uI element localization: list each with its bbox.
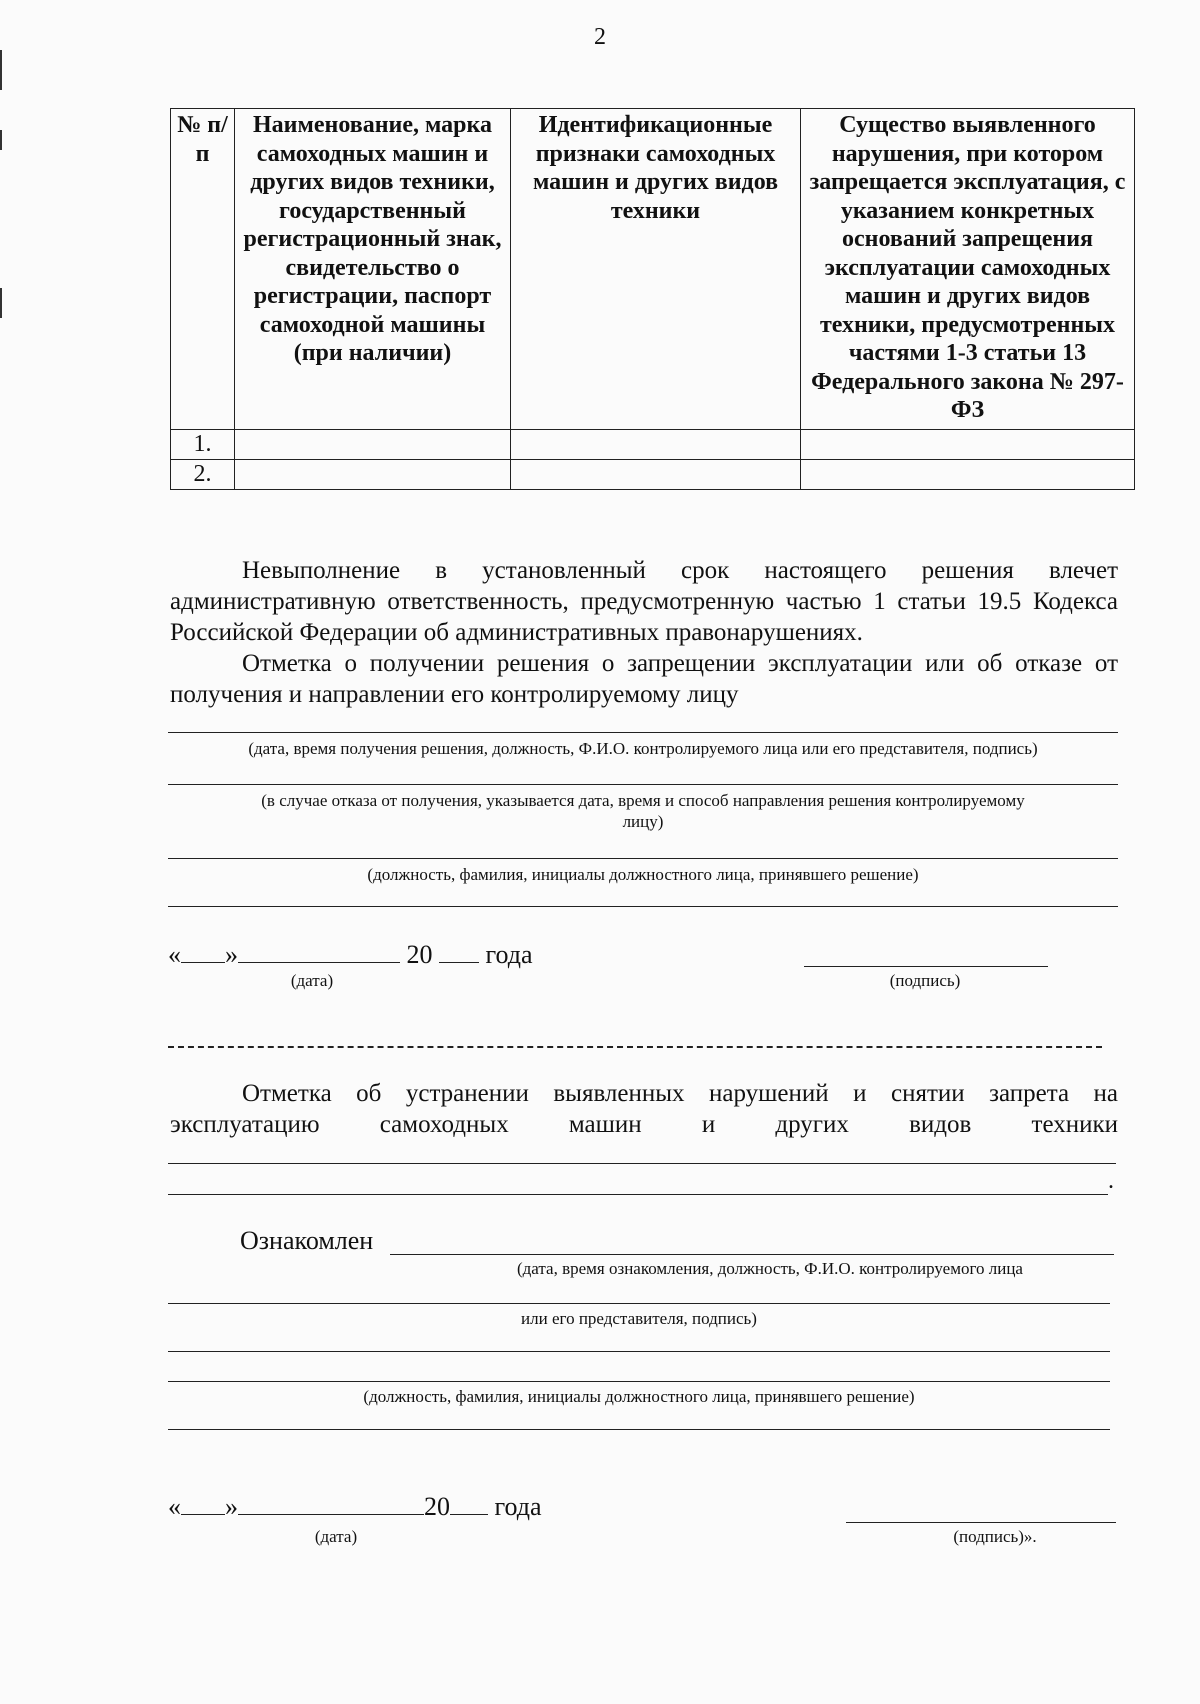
header-number: № п/п: [171, 109, 235, 430]
signature-line: [804, 966, 1048, 967]
official-line: [168, 858, 1118, 859]
official-line-3: [168, 1381, 1110, 1382]
row-name: [235, 429, 511, 459]
row-name: [235, 459, 511, 489]
header-essence: Существо выявленного нарушения, при котором запрещается эксплуатация, с указанием конкретных оснований запрещения эксплуатации самоходных машин и других видов техники, предусмотренных частями 1-3 статьи 13 Федерального закона № 297-ФЗ: [801, 109, 1135, 430]
refusal-caption: (в случае отказа от получения, указывается дата, время и способ направления решения контролируемому лицу): [261, 791, 1025, 831]
official-line-4: [168, 1429, 1110, 1430]
date-caption-2: (дата): [314, 1527, 358, 1546]
row-signs: [511, 429, 801, 459]
date-row-2: [168, 1492, 542, 1522]
day-blank: [181, 940, 225, 963]
acquaint-line-2: [168, 1303, 1110, 1304]
liability-paragraph: Невыполнение в установленный срок настоящего решения влечет административную ответственность, предусмотренную частью 1 статьи 19.5 Кодекса Российской Федерации об административных правонарушениях.: [170, 557, 1118, 646]
period-mark: .: [1108, 1168, 1114, 1194]
page-number: 2: [594, 24, 606, 50]
official-line-2: [168, 906, 1118, 907]
removal-line-2: [168, 1194, 1108, 1195]
receipt-line: [168, 732, 1118, 733]
open-quote: «: [168, 1492, 181, 1521]
month-blank: [238, 1492, 424, 1515]
close-quote: »: [225, 940, 238, 969]
row-number: 2.: [171, 459, 235, 489]
official-caption-2: (должность, фамилия, инициалы должностного лица, принявшего решение): [363, 1387, 915, 1406]
header-name: Наименование, марка самоходных машин и других видов техники, государственный регистрационный знак, свидетельство о регистрации, паспорт самоходной машины (при наличии): [235, 109, 511, 430]
signature-end-caption: (подпись)».: [953, 1527, 1037, 1546]
open-quote: «: [168, 940, 181, 969]
margin-mark: [0, 288, 2, 318]
year-prefix: 20: [406, 940, 433, 969]
receipt-paragraph: Отметка о получении решения о запрещении эксплуатации или об отказе от получения и направлении его контролируемому лицу: [170, 650, 1118, 708]
row-number: 1.: [171, 429, 235, 459]
row-signs: [511, 459, 801, 489]
acquainted-line: [390, 1254, 1114, 1255]
removal-paragraph: Отметка об устранении выявленных нарушений и снятии запрета на эксплуатацию самоходных машин и других видов техники: [170, 1080, 1118, 1138]
acquaint-caption-1: (дата, время ознакомления, должность, Ф.И.О. контролируемого лица: [517, 1259, 1023, 1278]
date-caption: (дата): [290, 971, 334, 990]
year-blank: [439, 940, 479, 963]
year-word: года: [494, 1492, 542, 1521]
year-word: года: [485, 940, 533, 969]
acquaint-caption-2: или его представителя, подпись): [521, 1309, 757, 1328]
official-caption: (должность, фамилия, инициалы должностного лица, принявшего решение): [367, 865, 919, 884]
row-essence: [801, 459, 1135, 489]
table-row: [171, 429, 1135, 459]
year-blank: [450, 1492, 488, 1515]
signature-line-2: [846, 1522, 1116, 1523]
refusal-line: [168, 784, 1118, 785]
acquainted-label: Ознакомлен: [240, 1226, 374, 1255]
removal-line-1: [168, 1163, 1116, 1164]
table-header-row: [171, 109, 1135, 430]
violations-table: [170, 108, 1135, 490]
month-blank: [238, 940, 400, 963]
year-prefix: 20: [424, 1492, 450, 1521]
margin-mark: [0, 50, 2, 90]
date-row: [168, 940, 533, 970]
table-row: [171, 459, 1135, 489]
blank-line-3: [168, 1351, 1110, 1352]
day-blank: [181, 1492, 225, 1515]
row-essence: [801, 429, 1135, 459]
header-signs: Идентификационные признаки самоходных машин и других видов техники: [511, 109, 801, 430]
signature-caption: (подпись): [889, 971, 961, 990]
close-quote: »: [225, 1492, 238, 1521]
receipt-caption: (дата, время получения решения, должность, Ф.И.О. контролируемого лица или его представителя, подпись): [248, 739, 1038, 758]
margin-mark: [0, 130, 2, 150]
cut-line: [168, 1046, 1102, 1048]
